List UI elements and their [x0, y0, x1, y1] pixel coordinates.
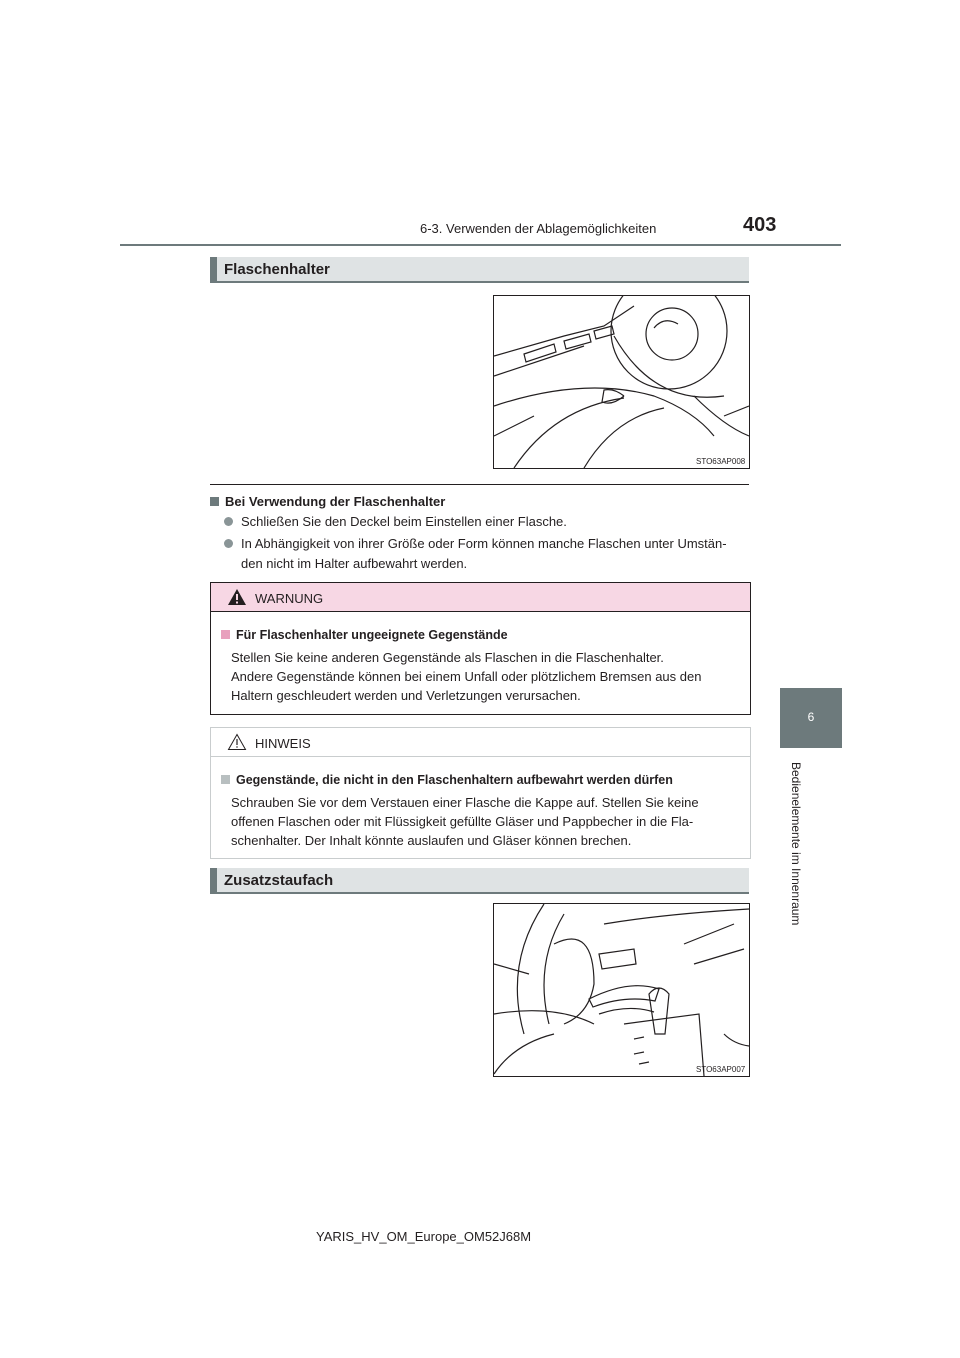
usage-note-bullet-1: Schließen Sie den Deckel beim Einstellen einer Flasche.	[224, 512, 567, 532]
figure-code: STO63AP007	[696, 1065, 746, 1074]
warning-header	[211, 583, 750, 612]
page-number: 403	[743, 214, 777, 236]
warning-label: WARNUNG	[255, 591, 324, 606]
warning-heading: Für Flaschenhalter ungeeignete Gegenstände	[221, 626, 740, 645]
chapter-title-vertical	[789, 762, 803, 937]
section-heading-text: Zusatzstaufach	[224, 872, 334, 889]
notice-header	[211, 728, 750, 756]
warning-line-1: Stellen Sie keine anderen Gegenstände als Flaschen in die Flaschenhalter.	[231, 650, 664, 665]
warning-line-2: Andere Gegenstände können bei einem Unfall oder plötzlichem Bremsen aus den	[231, 669, 702, 684]
notice-body	[211, 757, 750, 850]
caution-triangle-outline-icon	[227, 733, 247, 751]
section-heading-text: Flaschenhalter	[224, 261, 330, 278]
warning-box	[210, 582, 751, 715]
circle-bullet-icon	[224, 539, 233, 548]
usage-note-heading	[210, 494, 445, 509]
square-bullet-icon	[221, 775, 230, 784]
chapter-number: 6	[807, 710, 815, 724]
notice-line-1: Schrauben Sie vor dem Verstauen einer Flasche die Kappe auf. Stellen Sie keine	[231, 795, 699, 810]
square-bullet-icon	[210, 497, 219, 506]
warning-body	[211, 612, 750, 705]
notice-label: HINWEIS	[255, 736, 311, 751]
usage-note-bullet-2: In Abhängigkeit von ihrer Größe oder Form können manche Flaschen unter Umstän-	[224, 534, 727, 554]
section-heading-zusatzstaufach	[210, 868, 749, 894]
separator-rule	[210, 484, 749, 485]
section-heading-flaschenhalter	[210, 257, 749, 283]
figure-code: STO63AP008	[696, 457, 746, 466]
header-rule	[120, 244, 841, 246]
illustration-auxiliary-box	[493, 903, 750, 1077]
warning-line-3: Haltern geschleudert werden und Verletzungen verursachen.	[231, 688, 581, 703]
line-drawing-dashboard	[494, 296, 749, 468]
notice-heading: Gegenstände, die nicht in den Flaschenhaltern aufbewahrt werden dürfen	[221, 771, 740, 790]
usage-note-bullet-2-cont: den nicht im Halter aufbewahrt werden.	[241, 556, 468, 571]
line-drawing-console	[494, 904, 749, 1076]
circle-bullet-icon	[224, 517, 233, 526]
square-bullet-icon	[221, 630, 230, 639]
notice-line-3: schenhalter. Der Inhalt könnte auslaufen und Gläser können brechen.	[231, 833, 632, 848]
notice-line-2: offenen Flaschen oder mit Flüssigkeit gefüllte Gläser und Pappbecher in die Fla-	[231, 814, 694, 829]
running-header-title: 6-3. Verwenden der Ablagemöglichkeiten	[420, 221, 657, 236]
warning-triangle-icon	[227, 588, 247, 606]
chapter-title: Bedienelemente im Innenraum	[789, 762, 803, 926]
section-heading-bar	[210, 868, 217, 894]
section-heading-bar	[210, 257, 217, 283]
document-id-footer: YARIS_HV_OM_Europe_OM52J68M	[316, 1229, 532, 1244]
illustration-bottle-holder	[493, 295, 750, 469]
usage-note-heading-text: Bei Verwendung der Flaschenhalter	[225, 494, 446, 509]
notice-box	[210, 727, 751, 859]
